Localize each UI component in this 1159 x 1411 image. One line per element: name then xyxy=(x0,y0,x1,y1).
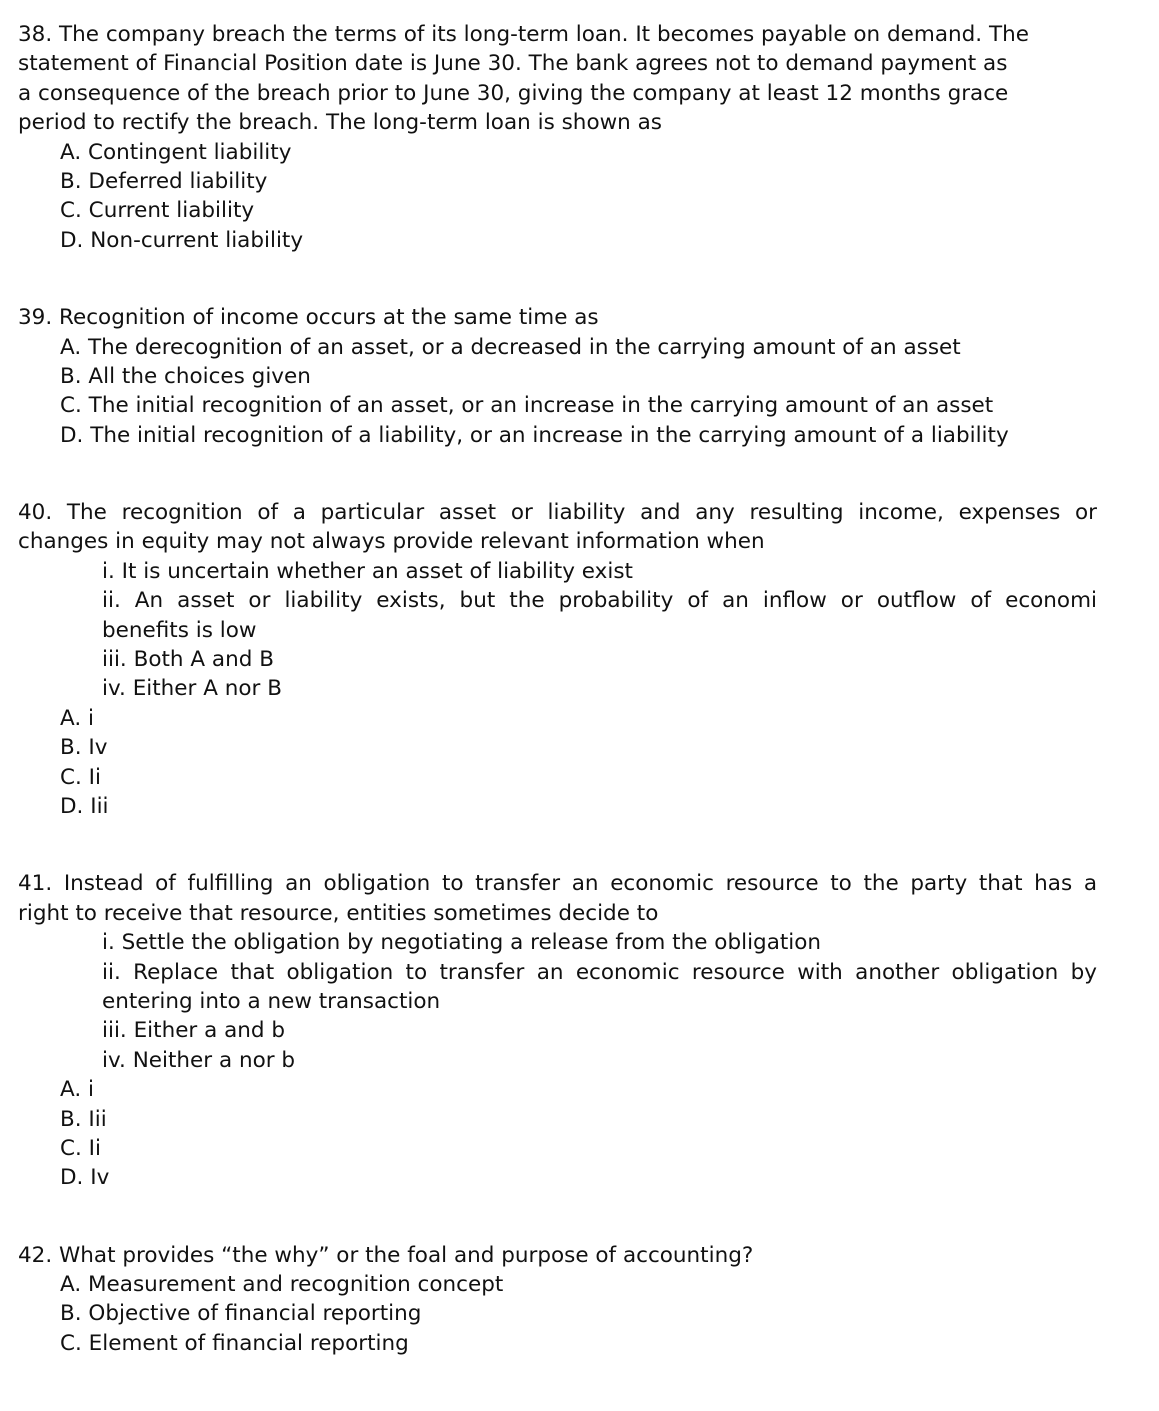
question-stem: 42. What provides “the why” or the foal and purpose of accounting? xyxy=(18,1242,754,1268)
sub-item: benefits is low xyxy=(102,617,257,643)
sub-item: i. Settle the obligation by negotiating a release from the obligation xyxy=(102,930,822,956)
option-a: A. Measurement and recognition concept xyxy=(60,1272,504,1298)
question-stem: period to rectify the breach. The long-term loan is shown as xyxy=(18,110,663,136)
question-40 xyxy=(0,498,1159,821)
question-38 xyxy=(0,20,1159,255)
option-d: D. The initial recognition of a liability, or an increase in the carrying amount of a liability xyxy=(60,422,1009,448)
sub-item: i. It is uncertain whether an asset of liability exist xyxy=(102,558,633,584)
question-stem: statement of Financial Position date is June 30. The bank agrees not to demand payment as xyxy=(18,51,1008,77)
question-39 xyxy=(0,303,1159,450)
question-stem: a consequence of the breach prior to June 30, giving the company at least 12 months grace xyxy=(18,80,1009,106)
option-c: C. Ii xyxy=(60,1135,101,1161)
question-stem: 41. Instead of fulfilling an obligation to transfer an economic resource to the party that has a xyxy=(18,871,1097,897)
option-c: C. The initial recognition of an asset, or an increase in the carrying amount of an asset xyxy=(60,393,994,419)
question-42 xyxy=(0,1241,1159,1359)
sub-item: iv. Either A nor B xyxy=(102,676,282,702)
question-stem: 39. Recognition of income occurs at the same time as xyxy=(18,305,599,331)
question-stem: 40. The recognition of a particular asset or liability and any resulting income, expenses or xyxy=(18,500,1097,526)
sub-item: iii. Either a and b xyxy=(102,1018,286,1044)
option-d: D. Iii xyxy=(60,793,109,819)
question-stem: right to receive that resource, entities sometimes decide to xyxy=(18,900,659,926)
option-c: C. Element of financial reporting xyxy=(60,1330,409,1356)
option-a: A. The derecognition of an asset, or a decreased in the carrying amount of an asset xyxy=(60,334,961,360)
sub-item: ii. An asset or liability exists, but the probability of an inflow or outflow of economi xyxy=(102,588,1097,614)
option-d: D. Non-current liability xyxy=(60,227,304,253)
document-page xyxy=(0,20,1159,1406)
option-b: B. Objective of financial reporting xyxy=(60,1301,422,1327)
option-a: A. Contingent liability xyxy=(60,139,292,165)
question-41 xyxy=(0,869,1159,1192)
option-c: C. Ii xyxy=(60,764,101,790)
option-a: A. i xyxy=(60,705,94,731)
option-b: B. Deferred liability xyxy=(60,168,268,194)
question-stem: changes in equity may not always provide relevant information when xyxy=(18,529,765,555)
option-b: B. Iv xyxy=(60,735,108,761)
option-d: D. Iv xyxy=(60,1165,110,1191)
option-a: A. i xyxy=(60,1077,94,1103)
sub-item: ii. Replace that obligation to transfer an economic resource with another obligation by xyxy=(102,959,1097,985)
option-b: B. All the choices given xyxy=(60,363,311,389)
question-stem: 38. The company breach the terms of its long-term loan. It becomes payable on demand. The xyxy=(18,22,1029,47)
sub-item: entering into a new transaction xyxy=(102,988,441,1014)
option-b: B. Iii xyxy=(60,1106,107,1132)
sub-item: iv. Neither a nor b xyxy=(102,1047,296,1073)
sub-item: iii. Both A and B xyxy=(102,647,274,673)
option-c: C. Current liability xyxy=(60,198,255,224)
